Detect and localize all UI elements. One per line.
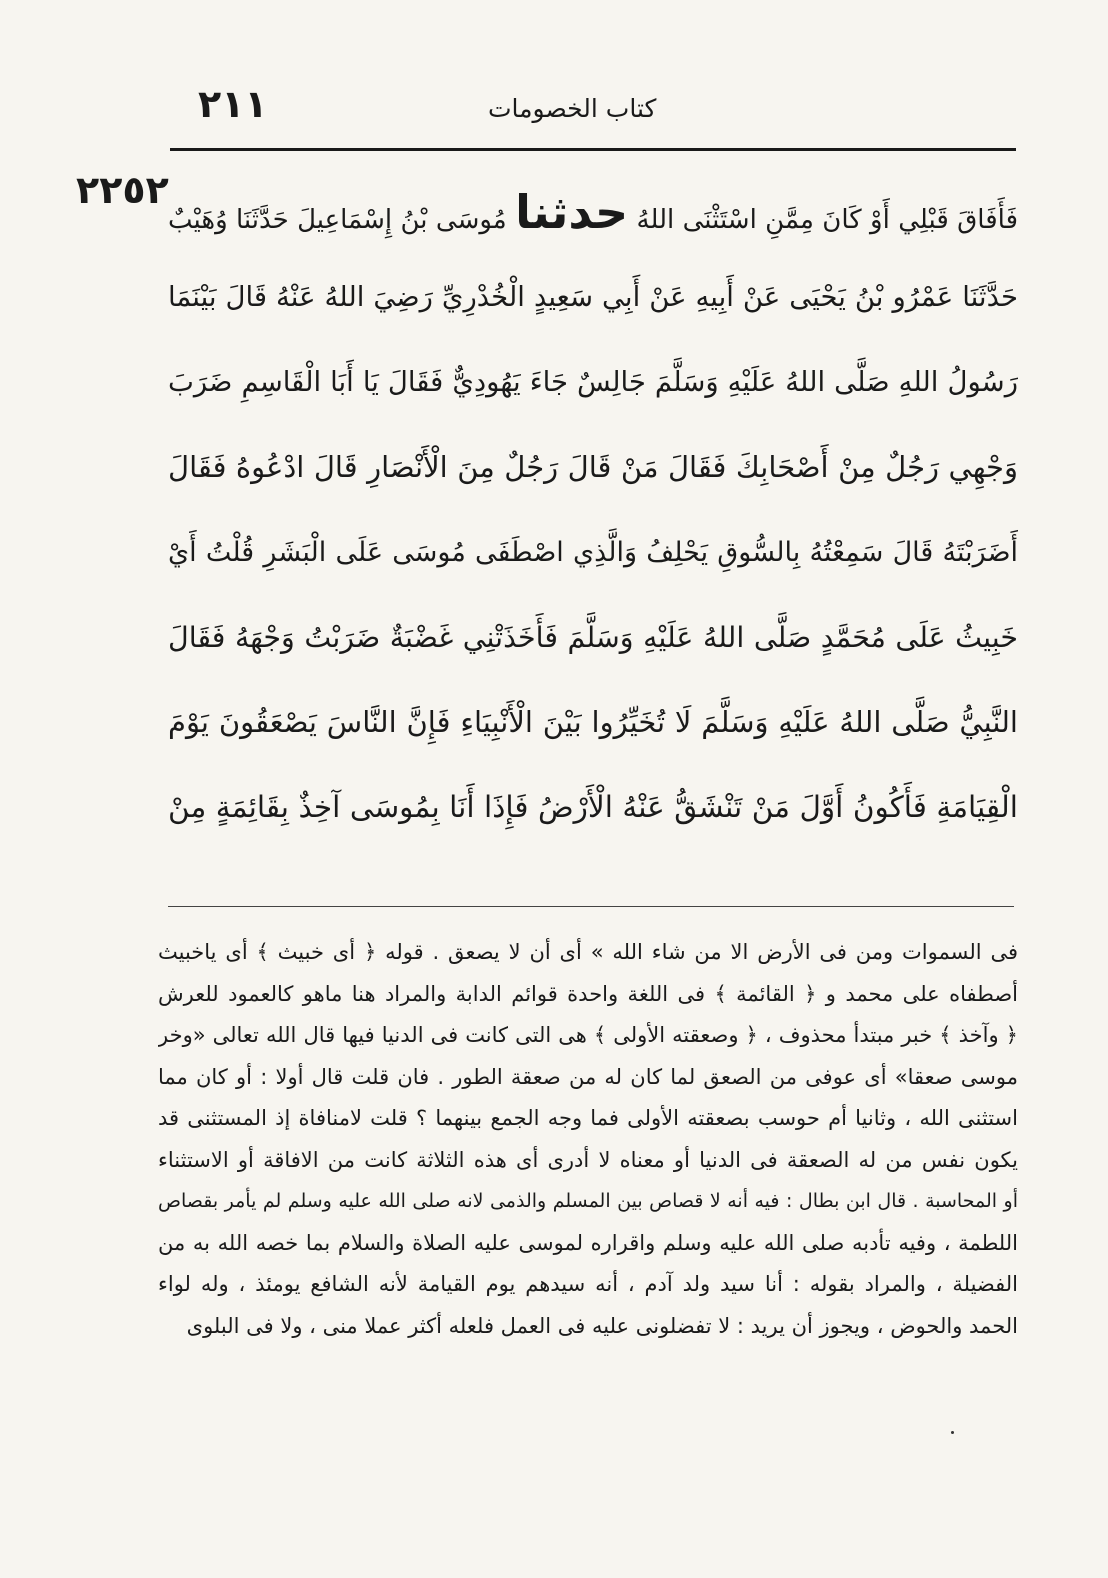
footnotes xyxy=(158,932,1018,1347)
footnote-line: يكون نفس من له الصعقة فى الدنيا أو معناه لا أدرى أى هذه الثلاثة كانت من الافاقة أو الاستثناء xyxy=(158,1147,1018,1172)
hadith-text xyxy=(168,170,1018,850)
main-line-7: النَّبِيُّ صَلَّى اللهُ عَلَيْهِ وَسَلَّمَ لَا تُخَيِّرُوا بَيْنَ الْأَنْبِيَاءِ فَإِنَّ النَّاسَ يَصْعَقُونَ يَوْمَ xyxy=(168,705,1018,739)
footnote-line: أصطفاه على محمد و ﴿ القائمة ﴾ فى اللغة واحدة قوائم الدابة والمراد هنا ماهو كالعمود للعرش xyxy=(158,981,1018,1006)
main-line-6: خَبِيثُ عَلَى مُحَمَّدٍ صَلَّى اللهُ عَلَيْهِ وَسَلَّمَ فَأَخَذَتْنِي غَضْبَةٌ ضَرَبْتُ وَجْهَهُ فَقَالَ xyxy=(168,621,1018,654)
print-speck xyxy=(951,1431,954,1434)
haddathana-keyword: حدثنا xyxy=(515,185,629,239)
main-line-5: أَضَرَبْتَهُ قَالَ سَمِعْتُهُ بِالسُّوقِ يَحْلِفُ وَالَّذِي اصْطَفَى مُوسَى عَلَى الْبَشَرِ قُلْتُ أَيْ xyxy=(168,537,1018,568)
main-line-3: رَسُولُ اللهِ صَلَّى اللهُ عَلَيْهِ وَسَلَّمَ جَالِسٌ جَاءَ يَهُودِيٌّ فَقَالَ يَا أَبَا الْقَاسِمِ ضَرَبَ xyxy=(168,366,1018,398)
footnote-line: فى السموات ومن فى الأرض الا من شاء الله » أى أن لا يصعق . قوله ﴿ أى خبيث ﴾ أى ياخبيث xyxy=(158,940,1018,964)
footnote-line: الفضيلة ، والمراد بقوله : أنا سيد ولد آدم ، أنه سيدهم يوم القيامة لأنه الشافع يومئذ ، وله لواء xyxy=(158,1272,1018,1296)
page-number: ٢١١ xyxy=(198,82,268,126)
footnote-line: موسى صعقا» أى عوفى من الصعق لما كان له من صعقة الطور . فان قلت قال أولا : أو كان مما xyxy=(158,1064,1018,1089)
footnote-line: الحمد والحوض ، ويجوز أن يريد : لا تفضلونى عليه فى العمل فلعله أكثر عملا منى ، ولا فى البلوى xyxy=(186,1313,1018,1338)
main-line-8: الْقِيَامَةِ فَأَكُونُ أَوَّلَ مَنْ تَنْشَقُّ عَنْهُ الْأَرْضُ فَإِذَا أَنَا بِمُوسَى آخِذٌ بِقَائِمَةٍ مِنْ xyxy=(168,790,1018,824)
footnote-line: استثنى الله ، وثانيا أم حوسب بصعقته الأولى فما وجه الجمع بينهما ؟ قلت لامنافاة إذ المستثنى قد xyxy=(158,1106,1018,1130)
header-rule xyxy=(170,148,1016,151)
footnote-line: أو المحاسبة . قال ابن بطال : فيه أنه لا قصاص بين المسلم والذمى لانه صلى الله عليه وسلم لم يأمر بقصاص xyxy=(158,1190,1018,1212)
main-line-2: حَدَّثَنَا عَمْرُو بْنُ يَحْيَى عَنْ أَبِيهِ عَنْ أَبِي سَعِيدٍ الْخُدْرِيِّ رَضِيَ اللهُ عَنْهُ قَالَ بَيْنَمَا xyxy=(168,281,1018,313)
footnote-rule xyxy=(168,906,1014,907)
footnote-line: اللطمة ، وفيه تأدبه صلى الله عليه وسلم واقراره لموسى عليه الصلاة والسلام بما خصه الله به من xyxy=(158,1230,1018,1255)
footnote-line: ﴿ وآخذ ﴾ خبر مبتدأ محذوف ، ﴿ وصعقته الأولى ﴾ هى التى كانت فى الدنيا فيها قال الله تعالى «وخر xyxy=(158,1023,1018,1047)
main-line-1-before: فَأَفَاقَ قَبْلِي أَوْ كَانَ مِمَّنِ اسْتَثْنَى اللهُ xyxy=(636,205,1018,235)
main-line-1-after: مُوسَى بْنُ إِسْمَاعِيلَ حَدَّثَنَا وُهَيْبٌ xyxy=(168,205,507,235)
main-line-1 xyxy=(168,170,1018,255)
main-line-4: وَجْهِي رَجُلٌ مِنْ أَصْحَابِكَ فَقَالَ مَنْ قَالَ رَجُلٌ مِنَ الْأَنْصَارِ قَالَ ادْعُوهُ فَقَالَ xyxy=(168,450,1018,484)
running-title: كتاب الخصومات xyxy=(488,94,657,123)
hadith-number: ٢٢٥٢ xyxy=(76,168,169,212)
